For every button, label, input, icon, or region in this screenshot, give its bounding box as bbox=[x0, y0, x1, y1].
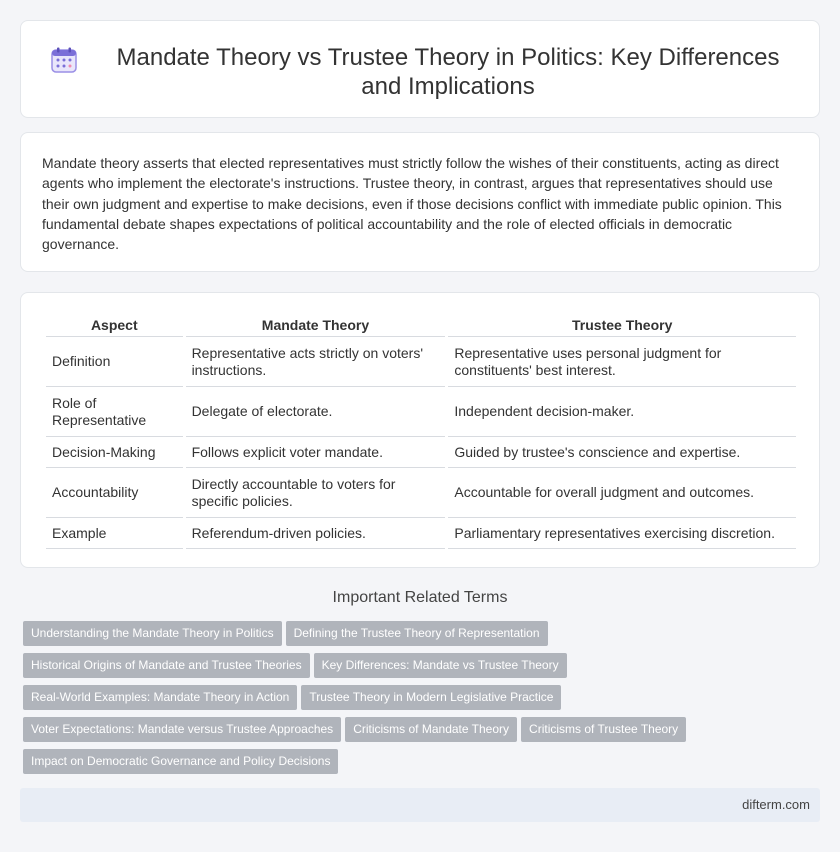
table-cell: Accountable for overall judgment and outcomes. bbox=[448, 468, 796, 518]
page-title: Mandate Theory vs Trustee Theory in Politics: Key Differences and Implications bbox=[116, 44, 780, 100]
table-header-aspect: Aspect bbox=[46, 311, 183, 337]
related-terms-title: Important Related Terms bbox=[332, 589, 508, 606]
table-cell: Independent decision-maker. bbox=[448, 387, 796, 437]
table-header-row bbox=[46, 311, 796, 337]
table-cell: Representative acts strictly on voters' instructions. bbox=[186, 337, 446, 387]
table-header-trustee: Trustee Theory bbox=[448, 311, 796, 337]
title-card bbox=[20, 20, 820, 118]
related-term-link[interactable]: Impact on Democratic Governance and Policy Decisions bbox=[23, 749, 338, 774]
table-cell: Directly accountable to voters for specific policies. bbox=[186, 468, 446, 518]
table-cell: Definition bbox=[46, 337, 183, 387]
table-cell: Parliamentary representatives exercising discretion. bbox=[448, 518, 796, 549]
footer-site-link[interactable]: difterm.com bbox=[742, 797, 810, 812]
table-row bbox=[46, 468, 796, 518]
table-cell: Accountability bbox=[46, 468, 183, 518]
title-row bbox=[51, 43, 799, 101]
intro-paragraph: Mandate theory asserts that elected representatives must strictly follow the wishes of their constituents, acting as direct agents who implement the electorate's instructions. Trustee theory, in contrast, argues that representatives should use their own judgment and expertise to make decisions, even if those decisions conflict with immediate public opinion. This fundamental debate shapes expectations of political accountability and the role of elected officials in democratic governance. bbox=[42, 155, 782, 253]
related-term-link[interactable]: Voter Expectations: Mandate versus Trustee Approaches bbox=[23, 717, 341, 742]
related-term-link[interactable]: Real-World Examples: Mandate Theory in Action bbox=[23, 685, 297, 710]
intro-card bbox=[20, 132, 820, 272]
table-cell: Delegate of electorate. bbox=[186, 387, 446, 437]
comparison-table bbox=[43, 311, 799, 549]
table-cell: Representative uses personal judgment for constituents' best interest. bbox=[448, 337, 796, 387]
comparison-table-card bbox=[20, 292, 820, 568]
related-term-link[interactable]: Defining the Trustee Theory of Representation bbox=[286, 621, 548, 646]
table-cell: Role of Representative bbox=[46, 387, 183, 437]
footer bbox=[20, 788, 820, 822]
related-term-link[interactable]: Criticisms of Trustee Theory bbox=[521, 717, 686, 742]
related-term-link[interactable]: Criticisms of Mandate Theory bbox=[345, 717, 517, 742]
related-term-link[interactable]: Key Differences: Mandate vs Trustee Theory bbox=[314, 653, 567, 678]
related-terms-list bbox=[23, 621, 823, 781]
table-cell: Referendum-driven policies. bbox=[186, 518, 446, 549]
related-term-link[interactable]: Historical Origins of Mandate and Trustee Theories bbox=[23, 653, 310, 678]
related-term-link[interactable]: Trustee Theory in Modern Legislative Practice bbox=[301, 685, 561, 710]
table-row bbox=[46, 337, 796, 387]
calendar-icon bbox=[51, 47, 77, 73]
table-cell: Decision-Making bbox=[46, 437, 183, 468]
table-cell: Guided by trustee's conscience and expertise. bbox=[448, 437, 796, 468]
table-cell: Follows explicit voter mandate. bbox=[186, 437, 446, 468]
table-header-mandate: Mandate Theory bbox=[186, 311, 446, 337]
table-row bbox=[46, 437, 796, 468]
related-term-link[interactable]: Understanding the Mandate Theory in Politics bbox=[23, 621, 282, 646]
table-row bbox=[46, 387, 796, 437]
table-cell: Example bbox=[46, 518, 183, 549]
table-row bbox=[46, 518, 796, 549]
